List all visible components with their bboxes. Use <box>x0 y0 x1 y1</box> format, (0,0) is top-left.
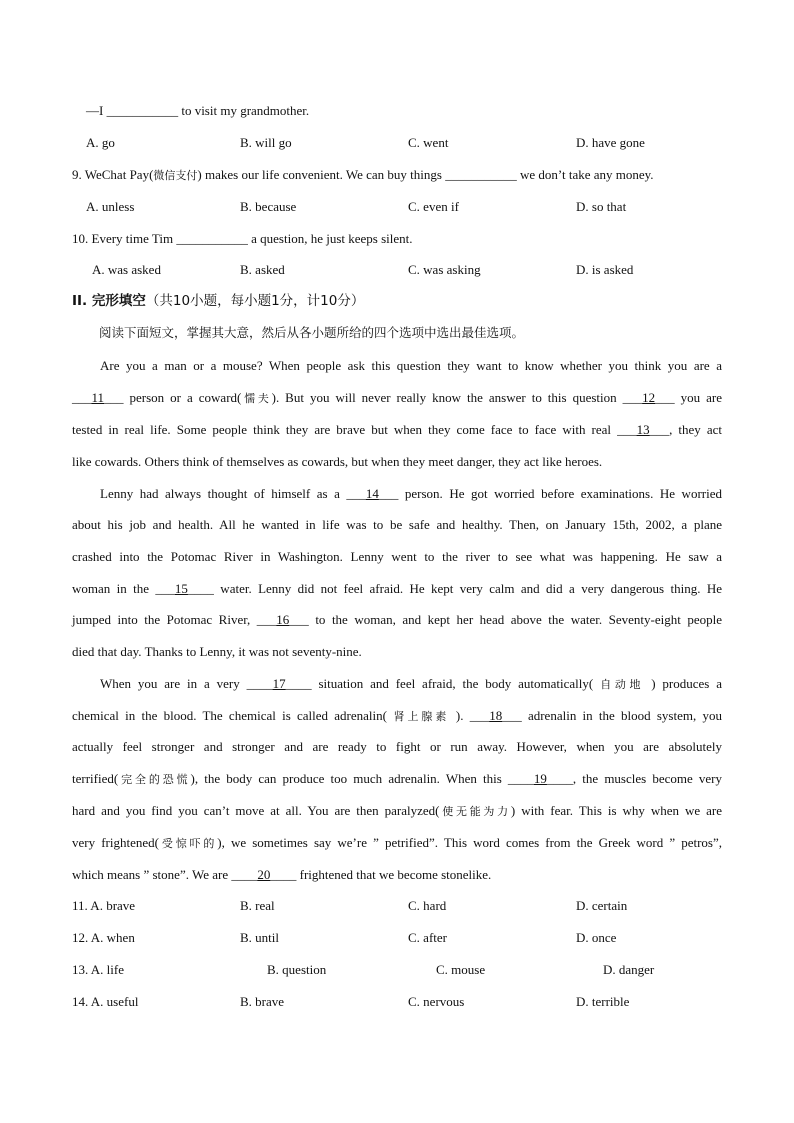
passage-p3-line4: terrified(完全的恐慌), the body can produce too much adrenalin. When this ____19____, the muscles become very <box>72 771 722 786</box>
question-11-option-b: B. real <box>240 898 275 913</box>
passage-p3-line3: actually feel stronger and stronger and are ready to fight or run away. However, when you are absolutely <box>72 739 722 754</box>
question-14-option-a: 14. A. useful <box>72 994 139 1009</box>
gloss-paralyzed: 使无能为力 <box>439 805 511 818</box>
gloss-wechat-pay: 微信支付 <box>153 169 198 182</box>
blank-17: 17 <box>272 676 286 691</box>
question-8-option-b: B. will go <box>240 135 292 150</box>
gloss-automatically: 自动地 <box>593 678 652 691</box>
question-10-option-b: B. asked <box>240 262 285 277</box>
passage-p3-line1: When you are in a very ____17____ situation and feel afraid, the body automatically( 自动地 ) produces a <box>100 676 722 691</box>
question-11-option-d: D. certain <box>576 898 628 913</box>
question-9-option-c: C. even if <box>408 199 459 214</box>
question-10-stem: 10. Every time Tim ___________ a question, he just keeps silent. <box>72 231 413 246</box>
section-instruction: 阅读下面短文，掌握其大意，然后从各小题所给的四个选项中选出最佳选项。 <box>99 325 525 340</box>
question-9-option-a: A. unless <box>86 199 135 214</box>
passage-p3-line2: chemical in the blood. The chemical is called adrenalin( 肾上腺素 ). ___18___ adrenalin in the blood system, you <box>72 708 722 723</box>
question-10-option-c: C. was asking <box>408 262 481 277</box>
question-12-option-d: D. once <box>576 930 617 945</box>
question-9-option-d: D. so that <box>576 199 627 214</box>
question-8-option-d: D. have gone <box>576 135 645 150</box>
question-11-option-a: 11. A. brave <box>72 898 136 913</box>
gloss-terrified: 完全的恐慌 <box>118 773 191 786</box>
question-9-option-b: B. because <box>240 199 297 214</box>
question-14-option-d: D. terrible <box>576 994 630 1009</box>
question-8-option-c: C. went <box>408 135 449 150</box>
blank-19: 19 <box>533 771 547 786</box>
section-title: 完形填空 <box>91 293 146 309</box>
gloss-adrenalin: 肾上腺素 <box>386 710 456 723</box>
passage-p2-line1: Lenny had always thought of himself as a ___14___ person. He got worried before examinations. He worried <box>100 486 722 501</box>
blank-18: 18 <box>489 708 503 723</box>
question-12-option-c: C. after <box>408 930 447 945</box>
question-12-option-a: 12. A. when <box>72 930 135 945</box>
question-11-option-c: C. hard <box>408 898 447 913</box>
passage-p2-line5: jumped into the Potomac River, ___16___ to the woman, and kept her head above the water. Seventy-eight people <box>72 612 722 627</box>
blank-13: 13 <box>636 422 650 437</box>
passage-p3-line6: very frightened(受惊吓的), we sometimes say we’re ” petrified”. This word comes from the Greek word ” petros”, <box>72 835 723 850</box>
blank-20: 20 <box>257 867 271 882</box>
passage-p3-line7: which means ” stone”. We are ____20____ frightened that we become stonelike. <box>72 867 492 882</box>
question-13-option-c: C. mouse <box>436 962 486 977</box>
blank-16: 16 <box>276 612 290 627</box>
blank-14: 14 <box>365 486 379 501</box>
blank-12: 12 <box>642 390 656 405</box>
passage-p2-line4: woman in the ___15____ water. Lenny did not feel afraid. He kept very calm and did a very dangerous thing. He <box>72 581 723 596</box>
gloss-frightened: 受惊吓的 <box>158 837 218 850</box>
section-number: II. <box>72 293 88 309</box>
question-9-stem: 9. WeChat Pay(微信支付) makes our life convenient. We can buy things ___________ we don’t take any money. <box>72 167 654 182</box>
question-10-option-d: D. is asked <box>576 262 634 277</box>
question-13-option-a: 13. A. life <box>72 962 124 977</box>
passage-p2-line3: crashed into the Potomac River in Washington. Lenny went to the river to see what was happening. He saw a <box>72 549 722 564</box>
question-13-option-b: B. question <box>267 962 327 977</box>
question-12-option-b: B. until <box>240 930 280 945</box>
passage-p1-line1: Are you a man or a mouse? When people ask this question they want to know whether you think you are a <box>100 358 722 373</box>
section-subtitle: （共10小题，每小题1分，计10分） <box>145 293 365 309</box>
passage-p2-line2: about his job and health. All he wanted in life was to be safe and healthy. Then, on January 15th, 2002, a plane <box>72 517 722 532</box>
passage-p2-line6: died that day. Thanks to Lenny, it was not seventy-nine. <box>72 644 362 659</box>
passage-p1-line2: ___11___ person or a coward(懦夫). But you will never really know the answer to this question ___12___ you are <box>72 390 723 405</box>
question-14-option-b: B. brave <box>240 994 285 1009</box>
question-10-option-a: A. was asked <box>92 262 161 277</box>
question-8-option-a: A. go <box>86 135 115 150</box>
passage-p3-line5: hard and you find you can’t move at all. You are then paralyzed(使无能为力) with fear. This is why when we are <box>72 803 723 818</box>
gloss-coward: 懦夫 <box>241 392 272 405</box>
section-2-heading <box>72 293 364 309</box>
passage-p1-line3: tested in real life. Some people think they are brave but when they come face to face with real ___13___, they act <box>72 422 722 437</box>
question-8-stem: —I ___________ to visit my grandmother. <box>86 103 310 118</box>
blank-15: 15 <box>174 581 188 596</box>
question-13-option-d: D. danger <box>603 962 655 977</box>
passage-p1-line4: like cowards. Others think of themselves as cowards, but when they meet danger, they act like heroes. <box>72 454 603 469</box>
blank-11: 11 <box>91 390 105 405</box>
question-14-option-c: C. nervous <box>408 994 465 1009</box>
